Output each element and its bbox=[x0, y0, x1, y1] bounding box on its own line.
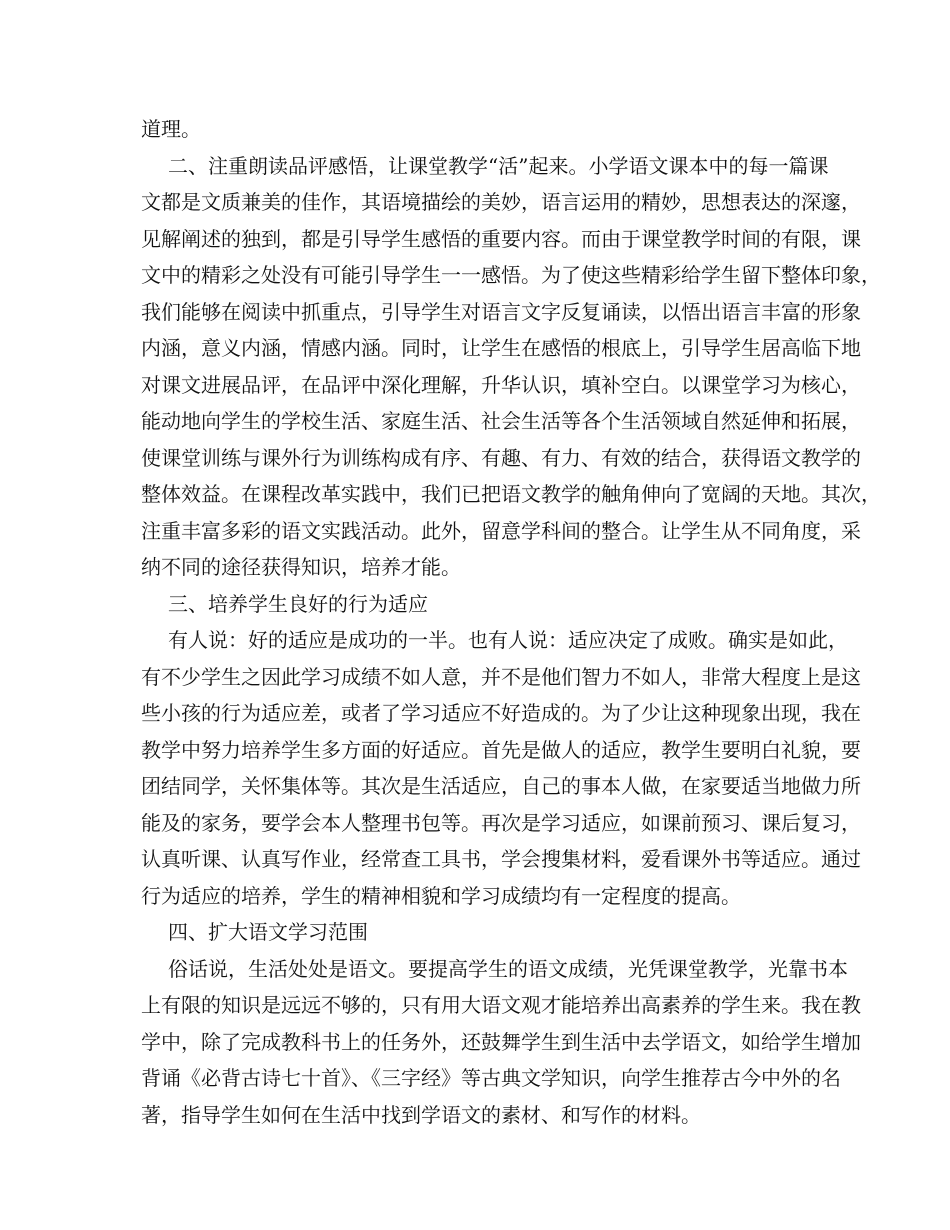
text-line: 文中的精彩之处没有可能引导学生一一感悟。为了使这些精彩给学生留下整体印象， bbox=[141, 263, 881, 287]
text-line: 注重丰富多彩的语文实践活动。此外，留意学科间的整合。让学生从不同角度，采 bbox=[141, 518, 861, 543]
text-line: 上有限的知识是远远不够的，只有用大语文观才能培养出高素养的学生来。我在教 bbox=[141, 993, 861, 1017]
text-line: 有人说：好的适应是成功的一半。也有人说：适应决定了成败。确实是如此， bbox=[168, 628, 848, 652]
section-3-heading: 三、培养学生良好的行为适应 bbox=[168, 591, 428, 616]
text-line: 文都是文质兼美的佳作，其语境描绘的美妙，语言运用的精妙，思想表达的深邃， bbox=[141, 190, 861, 214]
text-line: 内涵，意义内涵，情感内涵。同时，让学生在感悟的根底上，引导学生居高临下地 bbox=[141, 336, 861, 360]
text-line: 整体效益。在课程改革实践中，我们已把语文教学的触角伸向了宽阔的天地。其次， bbox=[141, 482, 881, 506]
section-4-heading: 四、扩大语文学习范围 bbox=[168, 920, 368, 944]
text-line: 俗话说，生活处处是语文。要提高学生的语文成绩，光凭课堂教学，光靠书本 bbox=[168, 956, 848, 981]
text-line: 行为适应的培养，学生的精神相貌和学习成绩均有一定程度的提高。 bbox=[141, 883, 741, 908]
text-line: 见解阐述的独到，都是引导学生感悟的重要内容。而由于课堂教学时间的有限，课 bbox=[141, 226, 861, 251]
text-line: 能动地向学生的学校生活、家庭生活、社会生活等各个生活领域自然延伸和拓展， bbox=[141, 409, 861, 433]
section-2-heading-line: 二、注重朗读品评感悟，让课堂教学“活”起来。小学语文课本中的每一篇课 bbox=[168, 153, 829, 178]
text-line: 纳不同的途径获得知识，培养才能。 bbox=[141, 555, 461, 579]
text-line: 团结同学，关怀集体等。其次是生活适应，自己的事本人做，在家要适当地做力所 bbox=[141, 774, 861, 798]
text-line: 道理。 bbox=[141, 117, 201, 141]
text-line: 认真听课、认真写作业，经常查工具书，学会搜集材料，爱看课外书等适应。通过 bbox=[141, 847, 861, 871]
text-line: 教学中努力培养学生多方面的好适应。首先是做人的适应，教学生要明白礼貌，要 bbox=[141, 737, 861, 762]
document-body bbox=[141, 111, 881, 1133]
text-line: 我们能够在阅读中抓重点，引导学生对语言文字反复诵读，以悟出语言丰富的形象 bbox=[141, 299, 861, 324]
text-line: 有不少学生之因此学习成绩不如人意，并不是他们智力不如人，非常大程度上是这 bbox=[141, 664, 861, 689]
text-line: 著，指导学生如何在生活中找到学语文的素材、和写作的材料。 bbox=[141, 1102, 701, 1127]
text-line: 些小孩的行为适应差，或者了学习适应不好造成的。为了少让这种现象出现，我在 bbox=[141, 701, 861, 725]
text-line: 学中，除了完成教科书上的任务外，还鼓舞学生到生活中去学语文，如给学生增加 bbox=[141, 1029, 861, 1054]
text-line: 背诵《必背古诗七十首》、《三字经》等古典文学知识，向学生推荐古今中外的名 bbox=[141, 1066, 841, 1090]
text-line: 使课堂训练与课外行为训练构成有序、有趣、有力、有效的结合，获得语文教学的 bbox=[141, 445, 861, 470]
text-line: 能及的家务，要学会本人整理书包等。再次是学习适应，如课前预习、课后复习， bbox=[141, 810, 861, 835]
text-line: 对课文进展品评，在品评中深化理解，升华认识，填补空白。以课堂学习为核心， bbox=[141, 372, 861, 397]
